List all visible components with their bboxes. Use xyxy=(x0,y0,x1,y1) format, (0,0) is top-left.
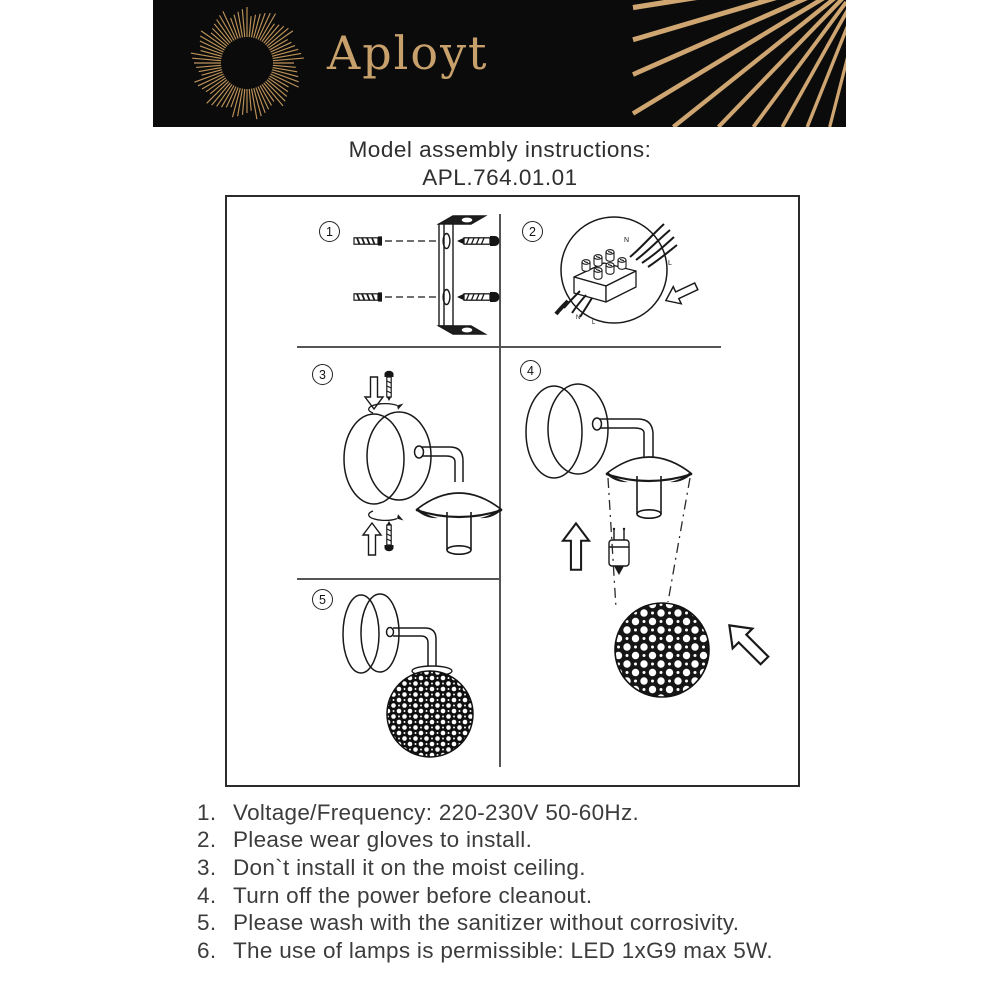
assembly-diagram-box xyxy=(225,195,800,787)
instruction-number: 6. xyxy=(197,937,217,963)
instruction-text: The use of lamps is permissible: LED 1xG9 max 5W. xyxy=(233,937,773,963)
divider-horizontal-bottom xyxy=(297,578,500,580)
instruction-item xyxy=(197,909,977,937)
crystal-ball-diffuser xyxy=(615,603,709,697)
terminal-block xyxy=(574,250,636,302)
instruction-item xyxy=(197,827,977,855)
step-2-number: 2 xyxy=(522,221,543,242)
instruction-number: 2. xyxy=(197,827,217,853)
up-arrow-icon xyxy=(363,523,381,555)
sunburst-logo-icon xyxy=(191,7,304,119)
attach-direction-arrow-icon xyxy=(720,616,775,671)
instruction-item xyxy=(197,799,977,827)
instruction-number: 4. xyxy=(197,882,217,908)
insert-direction-arrow-icon xyxy=(662,278,700,309)
wall-anchors xyxy=(354,236,437,301)
instruction-text: Voltage/Frequency: 220-230V 50-60Hz. xyxy=(233,799,640,825)
instruction-item xyxy=(197,937,977,965)
step-1-number: 1 xyxy=(319,221,340,242)
step-1-bracket-illustration xyxy=(327,205,517,345)
wire-label-l2: L xyxy=(592,320,596,326)
wire-label-l: L xyxy=(668,260,672,267)
wire-label-n: N xyxy=(624,237,630,244)
step-5-assembled-lamp-illustration xyxy=(297,587,507,772)
bottom-rotation-arrow-icon xyxy=(369,511,404,521)
divider-horizontal-top xyxy=(297,346,721,348)
instruction-text: Turn off the power before cleanout. xyxy=(233,882,593,908)
step-3-number: 3 xyxy=(312,364,333,385)
title-block xyxy=(0,136,1000,192)
alignment-guides xyxy=(608,478,690,608)
step-3-backplate-illustration xyxy=(322,362,522,577)
instruction-number: 1. xyxy=(197,799,217,825)
step-4-number: 4 xyxy=(520,360,541,381)
wall-cup xyxy=(526,384,608,478)
wall-cup xyxy=(344,412,431,504)
shade-holder xyxy=(606,457,692,518)
wall-cup xyxy=(343,594,399,673)
page-title: Model assembly instructions: xyxy=(348,137,652,162)
instruction-item xyxy=(197,854,977,882)
corner-rays-decoration-icon xyxy=(633,0,846,127)
bottom-screw xyxy=(385,521,394,551)
step-5-number: 5 xyxy=(312,589,333,610)
instruction-number: 3. xyxy=(197,854,217,880)
model-number: APL.764.01.01 xyxy=(422,165,578,190)
instruction-list xyxy=(197,799,977,965)
mounting-screws xyxy=(457,236,500,302)
instruction-text: Please wash with the sanitizer without corrosivity. xyxy=(233,910,740,936)
wire-label-n2: N xyxy=(576,315,581,321)
instruction-text: Please wear gloves to install. xyxy=(233,827,533,853)
instruction-number: 5. xyxy=(197,910,217,936)
shade-holder xyxy=(416,493,502,554)
instruction-text: Don`t install it on the moist ceiling. xyxy=(233,854,586,880)
mounting-bracket xyxy=(439,216,485,334)
step-4-lamp-install-illustration xyxy=(512,362,797,777)
instruction-item xyxy=(197,882,977,910)
step-2-wiring-illustration xyxy=(552,207,727,342)
top-screw xyxy=(385,371,394,401)
banner-decoration xyxy=(153,0,846,127)
brand-wordmark: Aployt xyxy=(327,26,489,80)
brand-banner xyxy=(153,0,846,127)
crystal-ball-diffuser xyxy=(387,671,473,757)
up-arrow-icon xyxy=(563,523,589,569)
lamp-arm xyxy=(422,447,463,482)
